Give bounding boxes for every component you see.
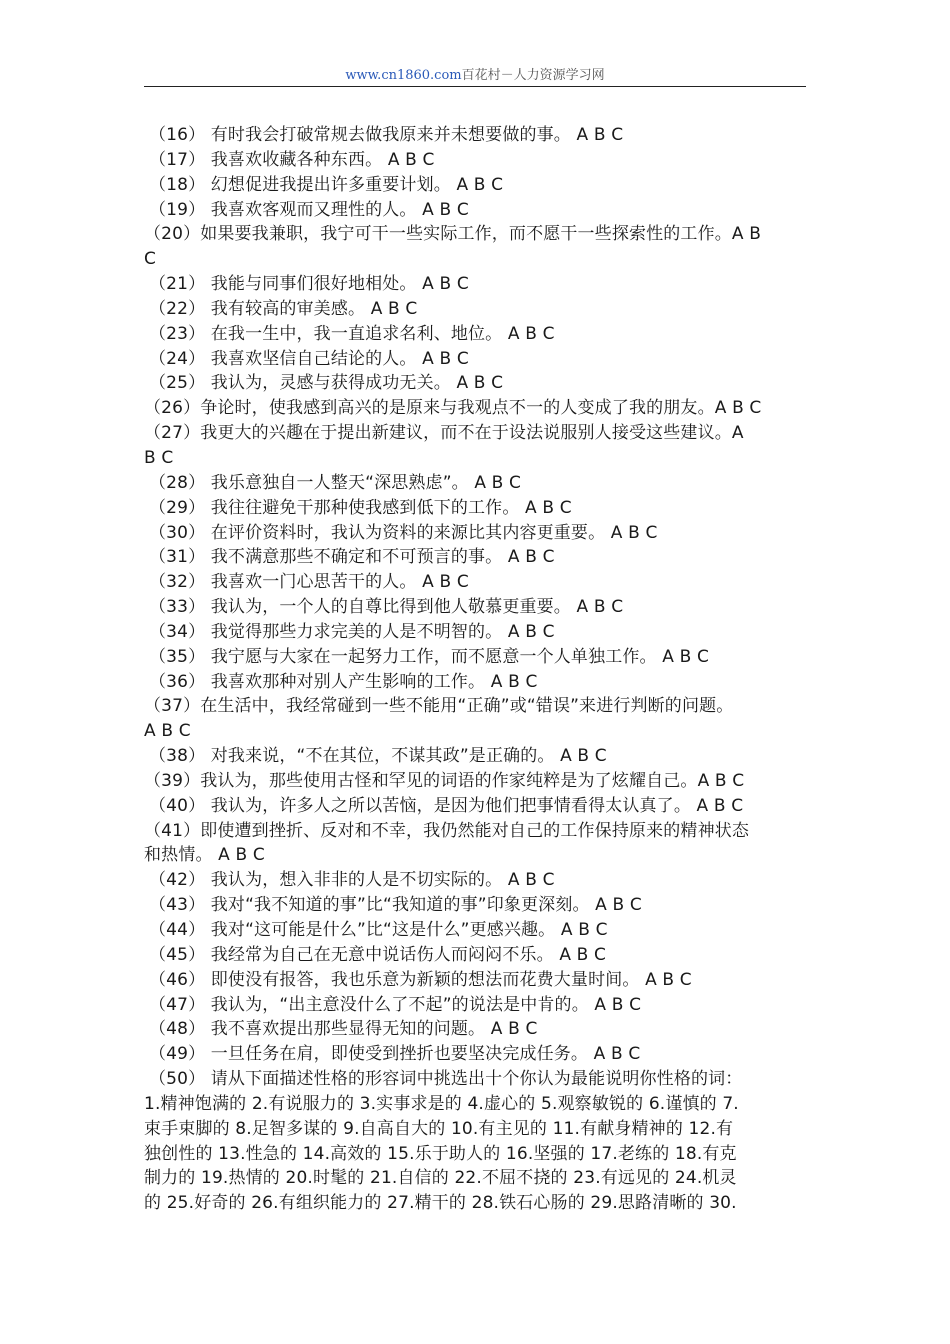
text-line: C bbox=[144, 249, 157, 270]
text-line: （38） 对我来说，“不在其位，不谋其政”是正确的。 A B C bbox=[149, 746, 607, 767]
text-line: （48） 我不喜欢提出那些显得无知的问题。 A B C bbox=[149, 1019, 538, 1040]
text-line: （20）如果要我兼职，我宁可干一些实际工作，而不愿干一些探索性的工作。A B bbox=[144, 224, 762, 245]
header-site-name: 百花村－人力资源学习网 bbox=[461, 68, 605, 83]
text-line: （35） 我宁愿与大家在一起努力工作，而不愿意一个人单独工作。 A B C bbox=[149, 646, 709, 667]
header-url[interactable]: www.cn1860.com bbox=[345, 68, 462, 83]
text-line: （24） 我喜欢坚信自己结论的人。 A B C bbox=[149, 348, 469, 369]
text-line: （26）争论时，使我感到高兴的是原来与我观点不一的人变成了我的朋友。A B C bbox=[144, 398, 762, 419]
text-line: （16） 有时我会打破常规去做我原来并未想要做的事。 A B C bbox=[149, 125, 624, 145]
text-line: （46） 即使没有报答，我也乐意为新颖的想法而花费大量时间。 A B C bbox=[149, 969, 692, 990]
text-line: （42） 我认为，想入非非的人是不切实际的。 A B C bbox=[149, 870, 555, 891]
text-line: （45） 我经常为自己在无意中说话伤人而闷闷不乐。 A B C bbox=[149, 944, 607, 965]
text-line: （19） 我喜欢客观而又理性的人。 A B C bbox=[149, 199, 469, 220]
text-line: （17） 我喜欢收藏各种东西。 A B C bbox=[149, 149, 435, 170]
text-line: 束手束脚的 8.足智多谋的 9.自高自大的 10.有主见的 11.有献身精神的 12.有 bbox=[144, 1118, 734, 1139]
text-line: （49） 一旦任务在肩，即使受到挫折也要坚决完成任务。 A B C bbox=[149, 1044, 641, 1065]
text-line: （44） 我对“这可能是什么”比“这是什么”更感兴趣。 A B C bbox=[149, 920, 608, 940]
text-line: （40） 我认为，许多人之所以苦恼，是因为他们把事情看得太认真了。 A B C bbox=[149, 795, 744, 816]
text-line: （34） 我觉得那些力求完美的人是不明智的。 A B C bbox=[149, 621, 555, 642]
text-line: 的 25.好奇的 26.有组织能力的 27.精干的 28.铁石心肠的 29.思路清晰的 30. bbox=[144, 1193, 737, 1214]
header-rule bbox=[144, 86, 806, 87]
text-line: （22） 我有较高的审美感。 A B C bbox=[149, 298, 418, 319]
document-body bbox=[144, 123, 819, 1216]
text-line: （41）即使遭到挫折、反对和不幸，我仍然能对自己的工作保持原来的精神状态 bbox=[144, 820, 750, 841]
text-line: （25） 我认为，灵感与获得成功无关。 A B C bbox=[149, 373, 504, 394]
text-line: （37）在生活中，我经常碰到一些不能用“正确”或“错误”来进行判断的问题。 bbox=[144, 696, 734, 717]
text-line: （50） 请从下面描述性格的形容词中挑选出十个你认为最能说明你性格的词： bbox=[149, 1069, 743, 1090]
text-line: （33） 我认为，一个人的自尊比得到他人敬慕更重要。 A B C bbox=[149, 597, 624, 618]
text-line: （43） 我对“我不知道的事”比“我知道的事”印象更深刻。 A B C bbox=[149, 895, 642, 916]
text-line: 1.精神饱满的 2.有说服力的 3.实事求是的 4.虚心的 5.观察敏锐的 6.谨慎的 7. bbox=[144, 1093, 739, 1114]
text-line: （27）我更大的兴趣在于提出新建议，而不在于设法说服别人接受这些建议。A bbox=[144, 423, 744, 444]
text-line: （31） 我不满意那些不确定和不可预言的事。 A B C bbox=[149, 547, 555, 568]
text-line: （39）我认为，那些使用古怪和罕见的词语的作家纯粹是为了炫耀自己。A B C bbox=[144, 770, 745, 791]
text-line: 独创性的 13.性急的 14.高效的 15.乐于助人的 16.坚强的 17.老练的 18.有克 bbox=[144, 1143, 737, 1164]
text-line: 制力的 19.热情的 20.时髦的 21.自信的 22.不屈不挠的 23.有远见的 24.机灵 bbox=[144, 1168, 737, 1189]
page-header bbox=[144, 66, 806, 86]
text-line: （21） 我能与同事们很好地相处。 A B C bbox=[149, 274, 469, 295]
text-line: （30） 在评价资料时，我认为资料的来源比其内容更重要。 A B C bbox=[149, 522, 658, 543]
text-line: （23） 在我一生中，我一直追求名利、地位。 A B C bbox=[149, 323, 555, 344]
text-line: A B C bbox=[144, 721, 191, 742]
text-line: （29） 我往往避免干那种使我感到低下的工作。 A B C bbox=[149, 497, 572, 518]
text-line: （28） 我乐意独自一人整天“深思熟虑”。 A B C bbox=[149, 472, 522, 493]
text-line: （36） 我喜欢那种对别人产生影响的工作。 A B C bbox=[149, 671, 538, 692]
text-line: （32） 我喜欢一门心思苦干的人。 A B C bbox=[149, 572, 469, 593]
text-line: 和热情。 A B C bbox=[144, 845, 265, 866]
text-line: （47） 我认为，“出主意没什么了不起”的说法是中肯的。 A B C bbox=[149, 994, 642, 1015]
text-line: （18） 幻想促进我提出许多重要计划。 A B C bbox=[149, 174, 504, 195]
text-line: B C bbox=[144, 447, 174, 468]
